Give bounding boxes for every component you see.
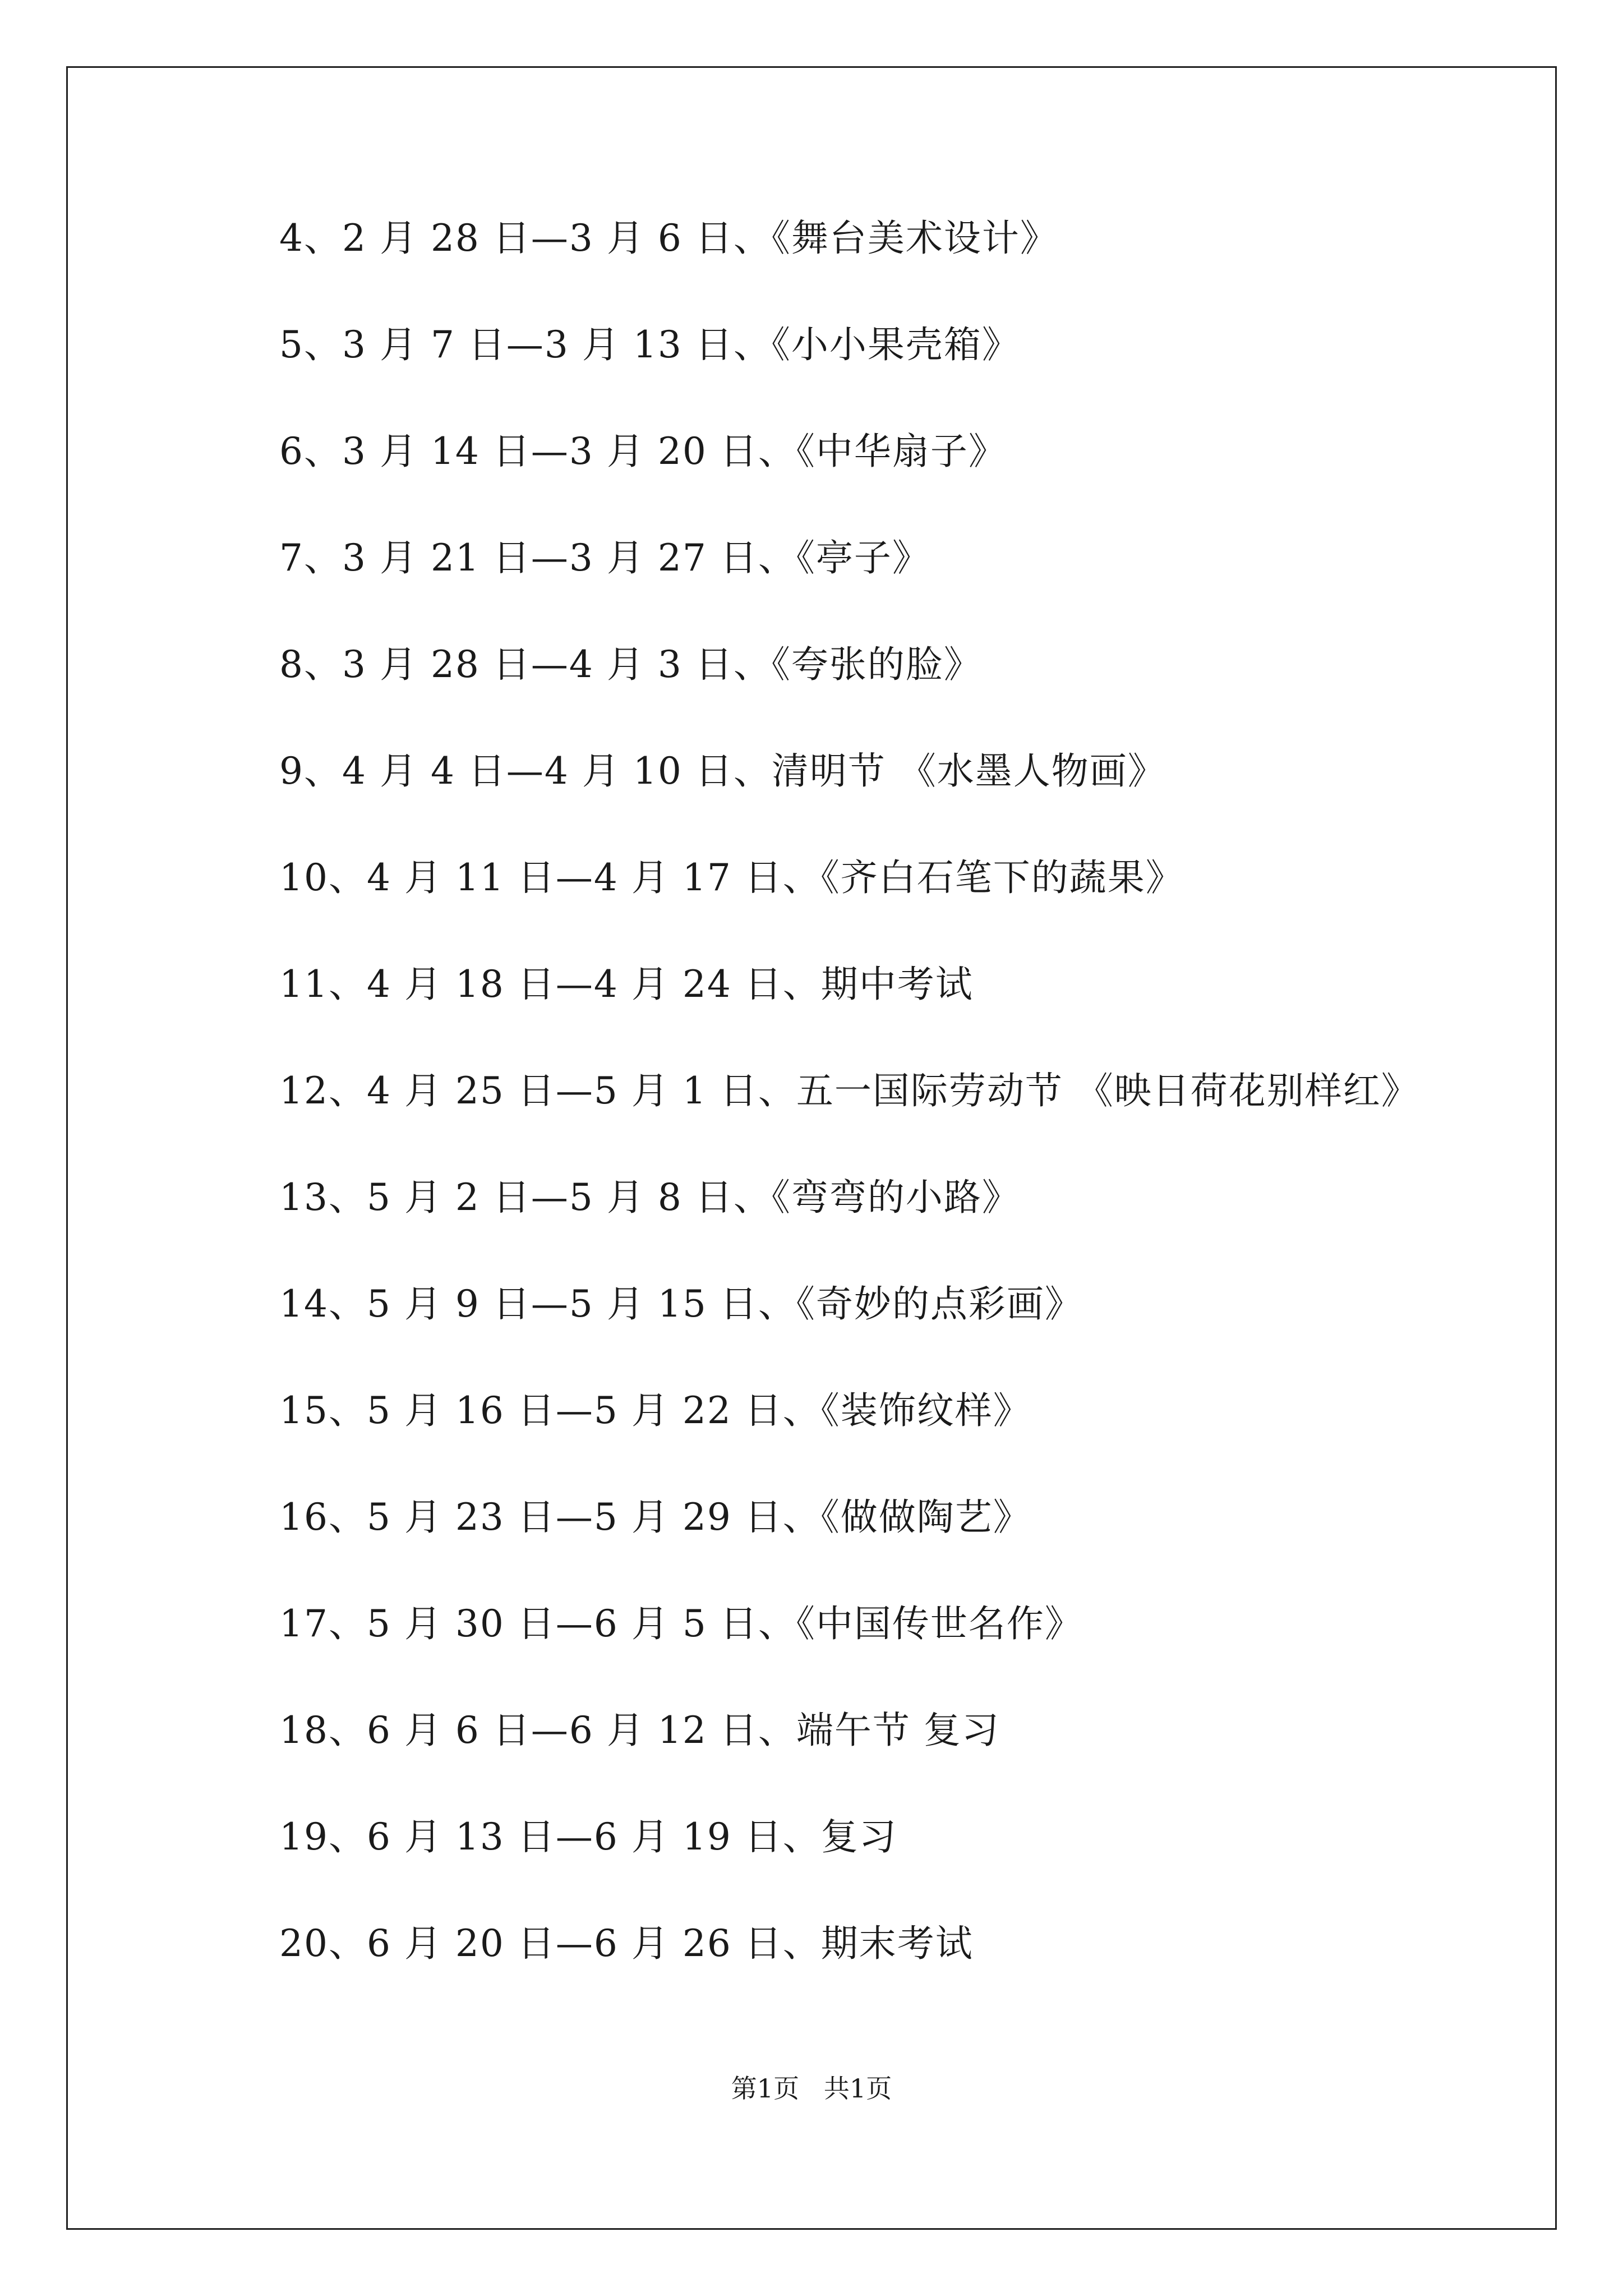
schedule-item: 11、4 月 18 日—4 月 24 日、期中考试 [279, 963, 974, 1006]
schedule-item: 19、6 月 13 日—6 月 19 日、复习 [279, 1815, 897, 1858]
schedule-item: 9、4 月 4 日—4 月 10 日、清明节 《水墨人物画》 [279, 749, 1166, 793]
schedule-item: 5、3 月 7 日—3 月 13 日、《小小果壳箱》 [279, 323, 1020, 366]
schedule-list [279, 217, 1419, 2032]
schedule-item: 4、2 月 28 日—3 月 6 日、《舞台美术设计》 [279, 217, 1058, 260]
schedule-item: 15、5 月 16 日—5 月 22 日、《装饰纹样》 [279, 1389, 1031, 1432]
schedule-item: 6、3 月 14 日—3 月 20 日、《中华扇子》 [279, 430, 1007, 473]
schedule-item: 7、3 月 21 日—3 月 27 日、《亭子》 [279, 536, 930, 579]
schedule-item: 17、5 月 30 日—6 月 5 日、《中国传世名作》 [279, 1602, 1083, 1645]
page-footer: 第1页 共1页 [731, 2073, 892, 2104]
schedule-item: 16、5 月 23 日—5 月 29 日、《做做陶艺》 [279, 1496, 1031, 1539]
schedule-item: 18、6 月 6 日—6 月 12 日、端午节 复习 [279, 1709, 1000, 1752]
schedule-item: 13、5 月 2 日—5 月 8 日、《弯弯的小路》 [279, 1176, 1020, 1219]
schedule-item: 12、4 月 25 日—5 月 1 日、五一国际劳动节 《映日荷花别样红》 [279, 1069, 1419, 1112]
schedule-item: 14、5 月 9 日—5 月 15 日、《奇妙的点彩画》 [279, 1282, 1083, 1326]
schedule-item: 20、6 月 20 日—6 月 26 日、期末考试 [279, 1922, 974, 1965]
schedule-item: 10、4 月 11 日—4 月 17 日、《齐白石笔下的蔬果》 [279, 856, 1184, 899]
schedule-item: 8、3 月 28 日—4 月 3 日、《夸张的脸》 [279, 643, 982, 686]
